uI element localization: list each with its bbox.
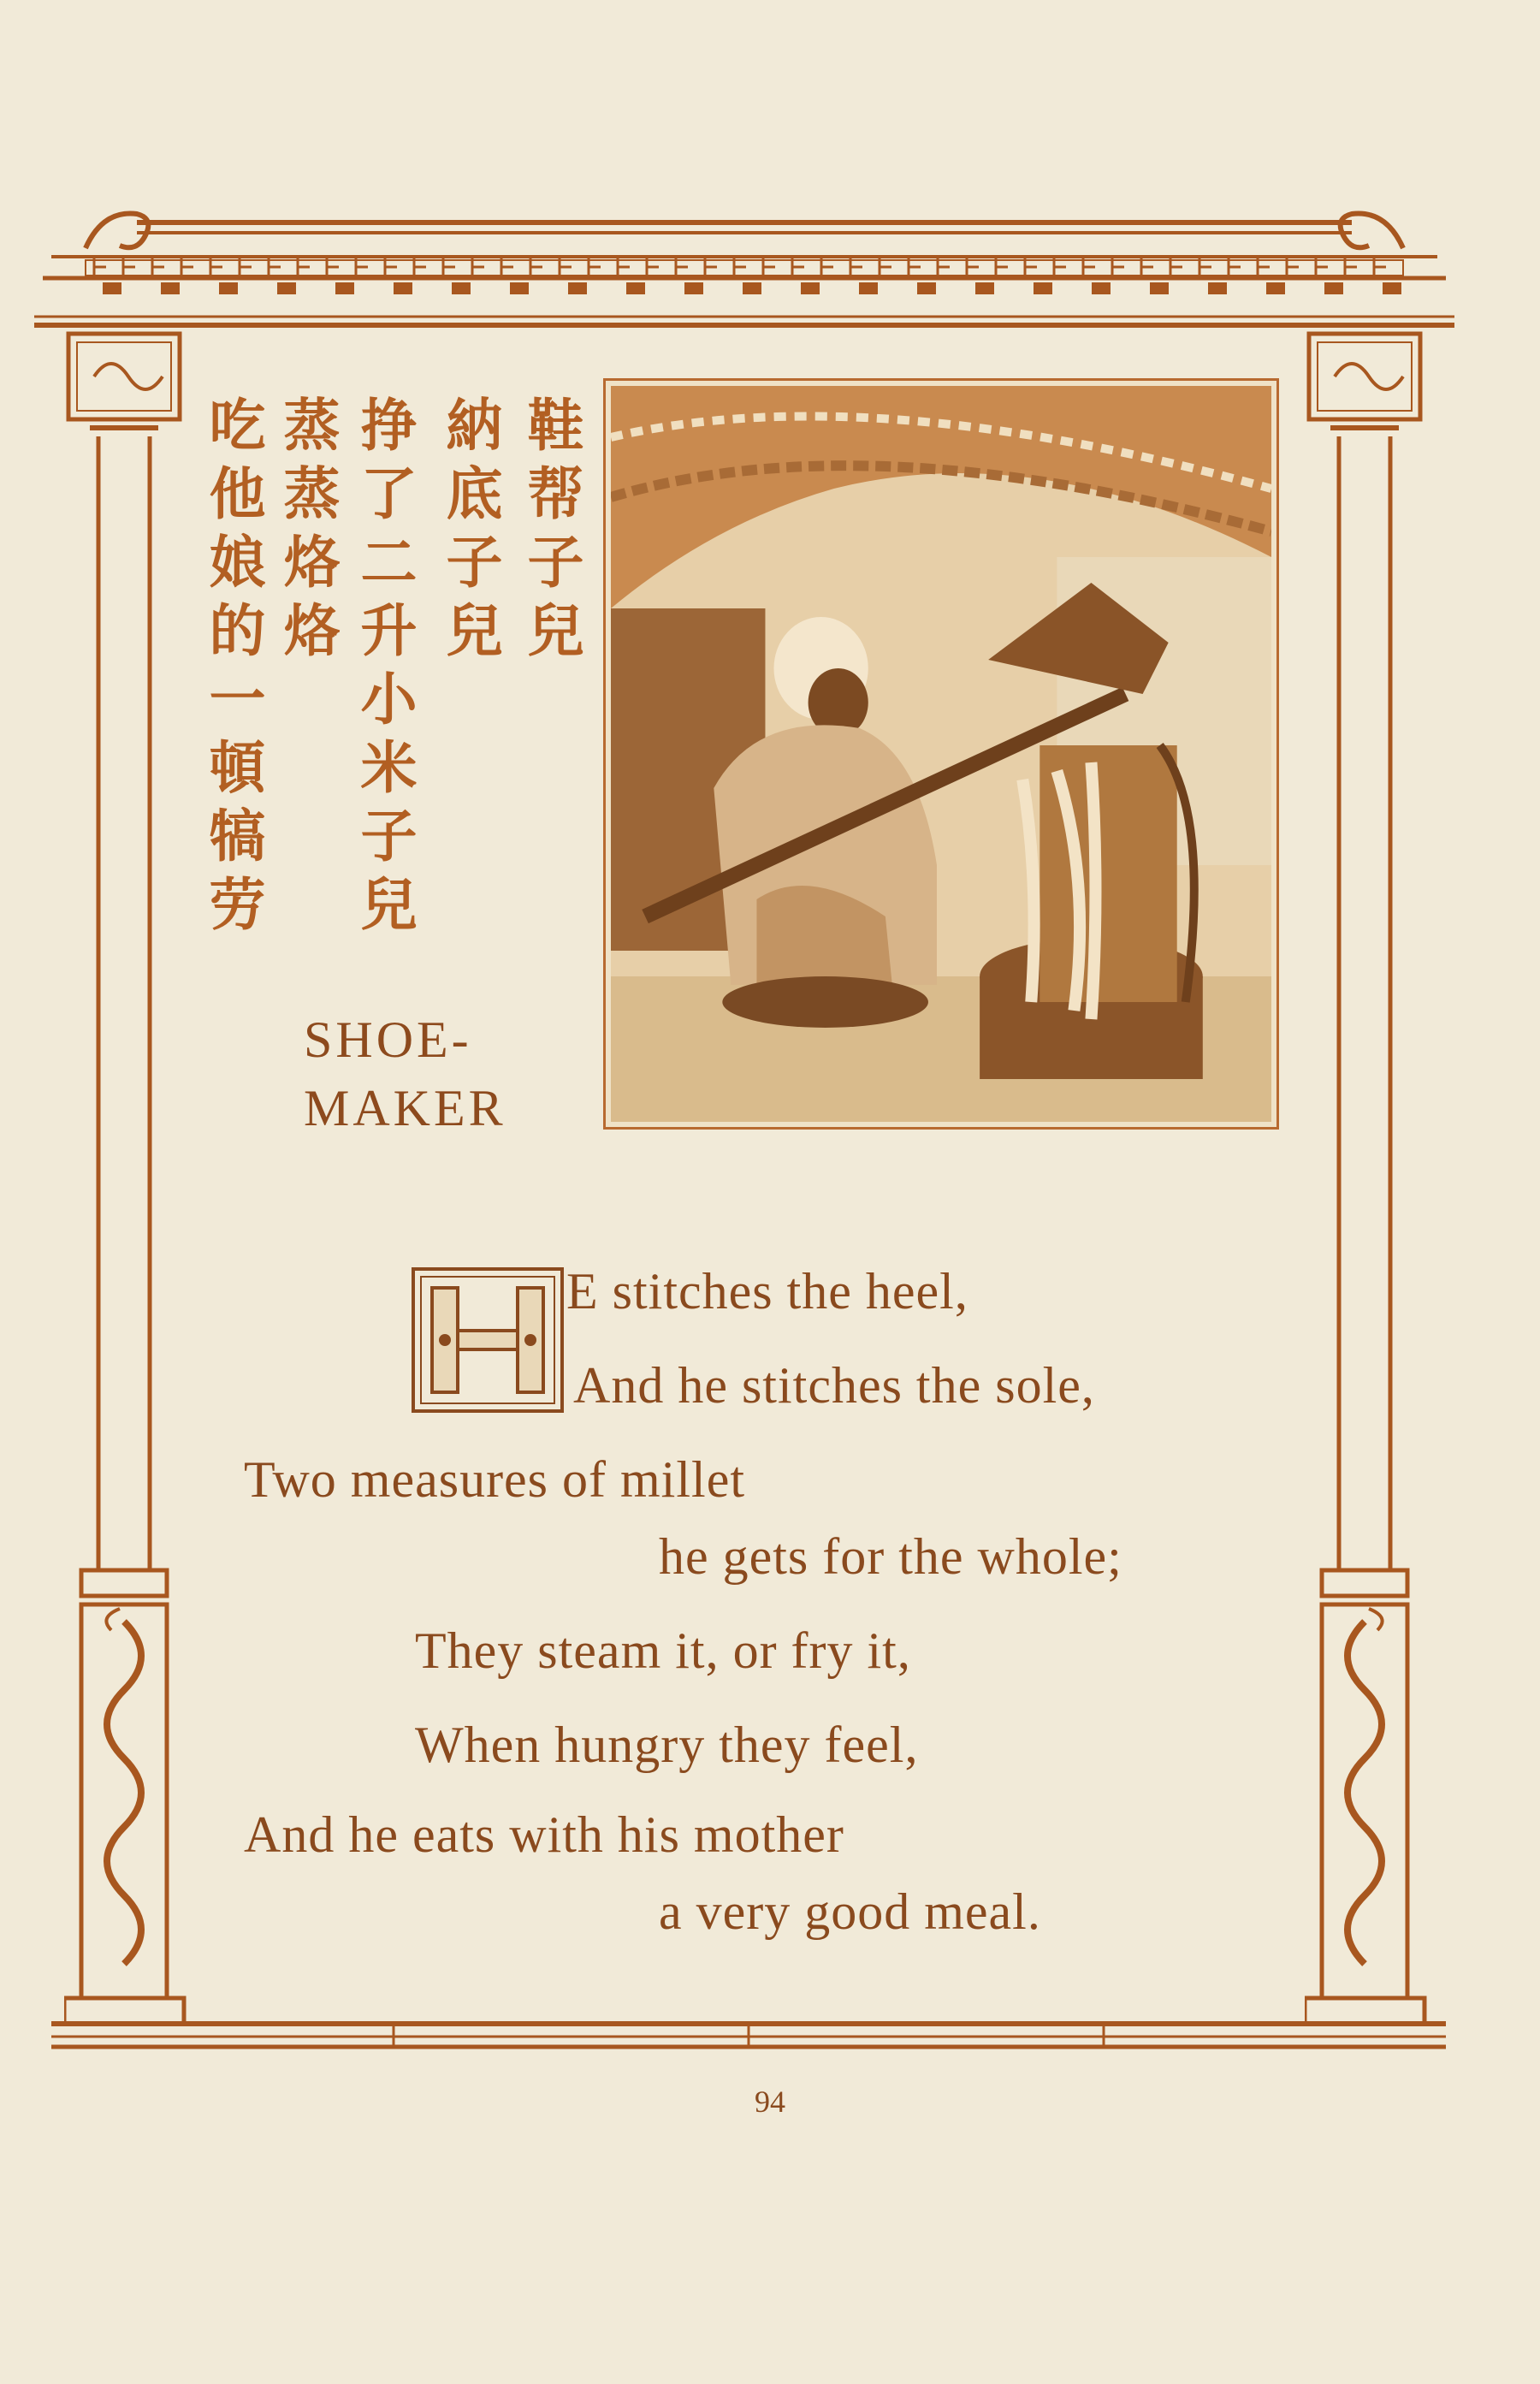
poem-line-1: E stitches the heel,	[566, 1263, 968, 1320]
roof-tile-end	[917, 282, 936, 294]
roof-tile-end	[103, 282, 121, 294]
poem-line-2: And he stitches the sole,	[573, 1357, 1095, 1414]
roof-tile-end	[1266, 282, 1285, 294]
roof-tile-end	[1383, 282, 1401, 294]
poem-line-8: a very good meal.	[659, 1883, 1041, 1940]
roof-tile-end	[510, 282, 529, 294]
roof-tile-end	[975, 282, 994, 294]
roof-tile-end	[1208, 282, 1227, 294]
roof-tile-end	[1034, 282, 1052, 294]
roof-tile-end	[219, 282, 238, 294]
shoemaker-photograph	[603, 378, 1279, 1130]
roof-tile-end	[743, 282, 761, 294]
chinese-verse-line-5: 吃他娘的一頓犒劳	[199, 395, 265, 943]
poem-line-6: When hungry they feel,	[415, 1717, 919, 1773]
poem-line-3: Two measures of millet	[244, 1451, 745, 1508]
roof-eave-ornament	[34, 197, 1454, 334]
roof-tile-end	[394, 282, 412, 294]
roof-tile-end	[161, 282, 180, 294]
roof-tile-end	[277, 282, 296, 294]
page-title	[304, 1005, 506, 1142]
roof-tile-end	[801, 282, 820, 294]
right-pillar-ornament	[1305, 329, 1433, 2032]
title-line-1: SHOE-	[304, 1011, 472, 1068]
chinese-verse-line-1: 鞋帮子兒	[518, 395, 583, 669]
chinese-verse-line-3: 挣了二升小米子兒	[351, 395, 417, 943]
roof-tile-end	[859, 282, 878, 294]
drop-cap-h-ornament	[411, 1266, 565, 1414]
roof-tile-end	[568, 282, 587, 294]
roof-tile-end	[1150, 282, 1169, 294]
roof-tile-end	[1092, 282, 1111, 294]
title-line-2: MAKER	[304, 1080, 506, 1136]
roof-tile-end	[626, 282, 645, 294]
poem-line-7: And he eats with his mother	[244, 1806, 844, 1863]
roof-tile-end	[452, 282, 471, 294]
roof-tile-end	[335, 282, 354, 294]
poem-line-5: They steam it, or fry it,	[415, 1622, 911, 1679]
page-number: 94	[755, 2085, 785, 2119]
left-pillar-ornament	[64, 329, 192, 2032]
base-rail-ornament	[51, 2011, 1446, 2062]
chinese-verse-line-4: 蒸蒸烙烙	[274, 395, 340, 669]
poem-line-4: he gets for the whole;	[659, 1528, 1122, 1585]
roof-tile-end	[684, 282, 703, 294]
roof-tile-end	[1324, 282, 1343, 294]
chinese-verse-line-2: 納底子兒	[436, 395, 502, 669]
